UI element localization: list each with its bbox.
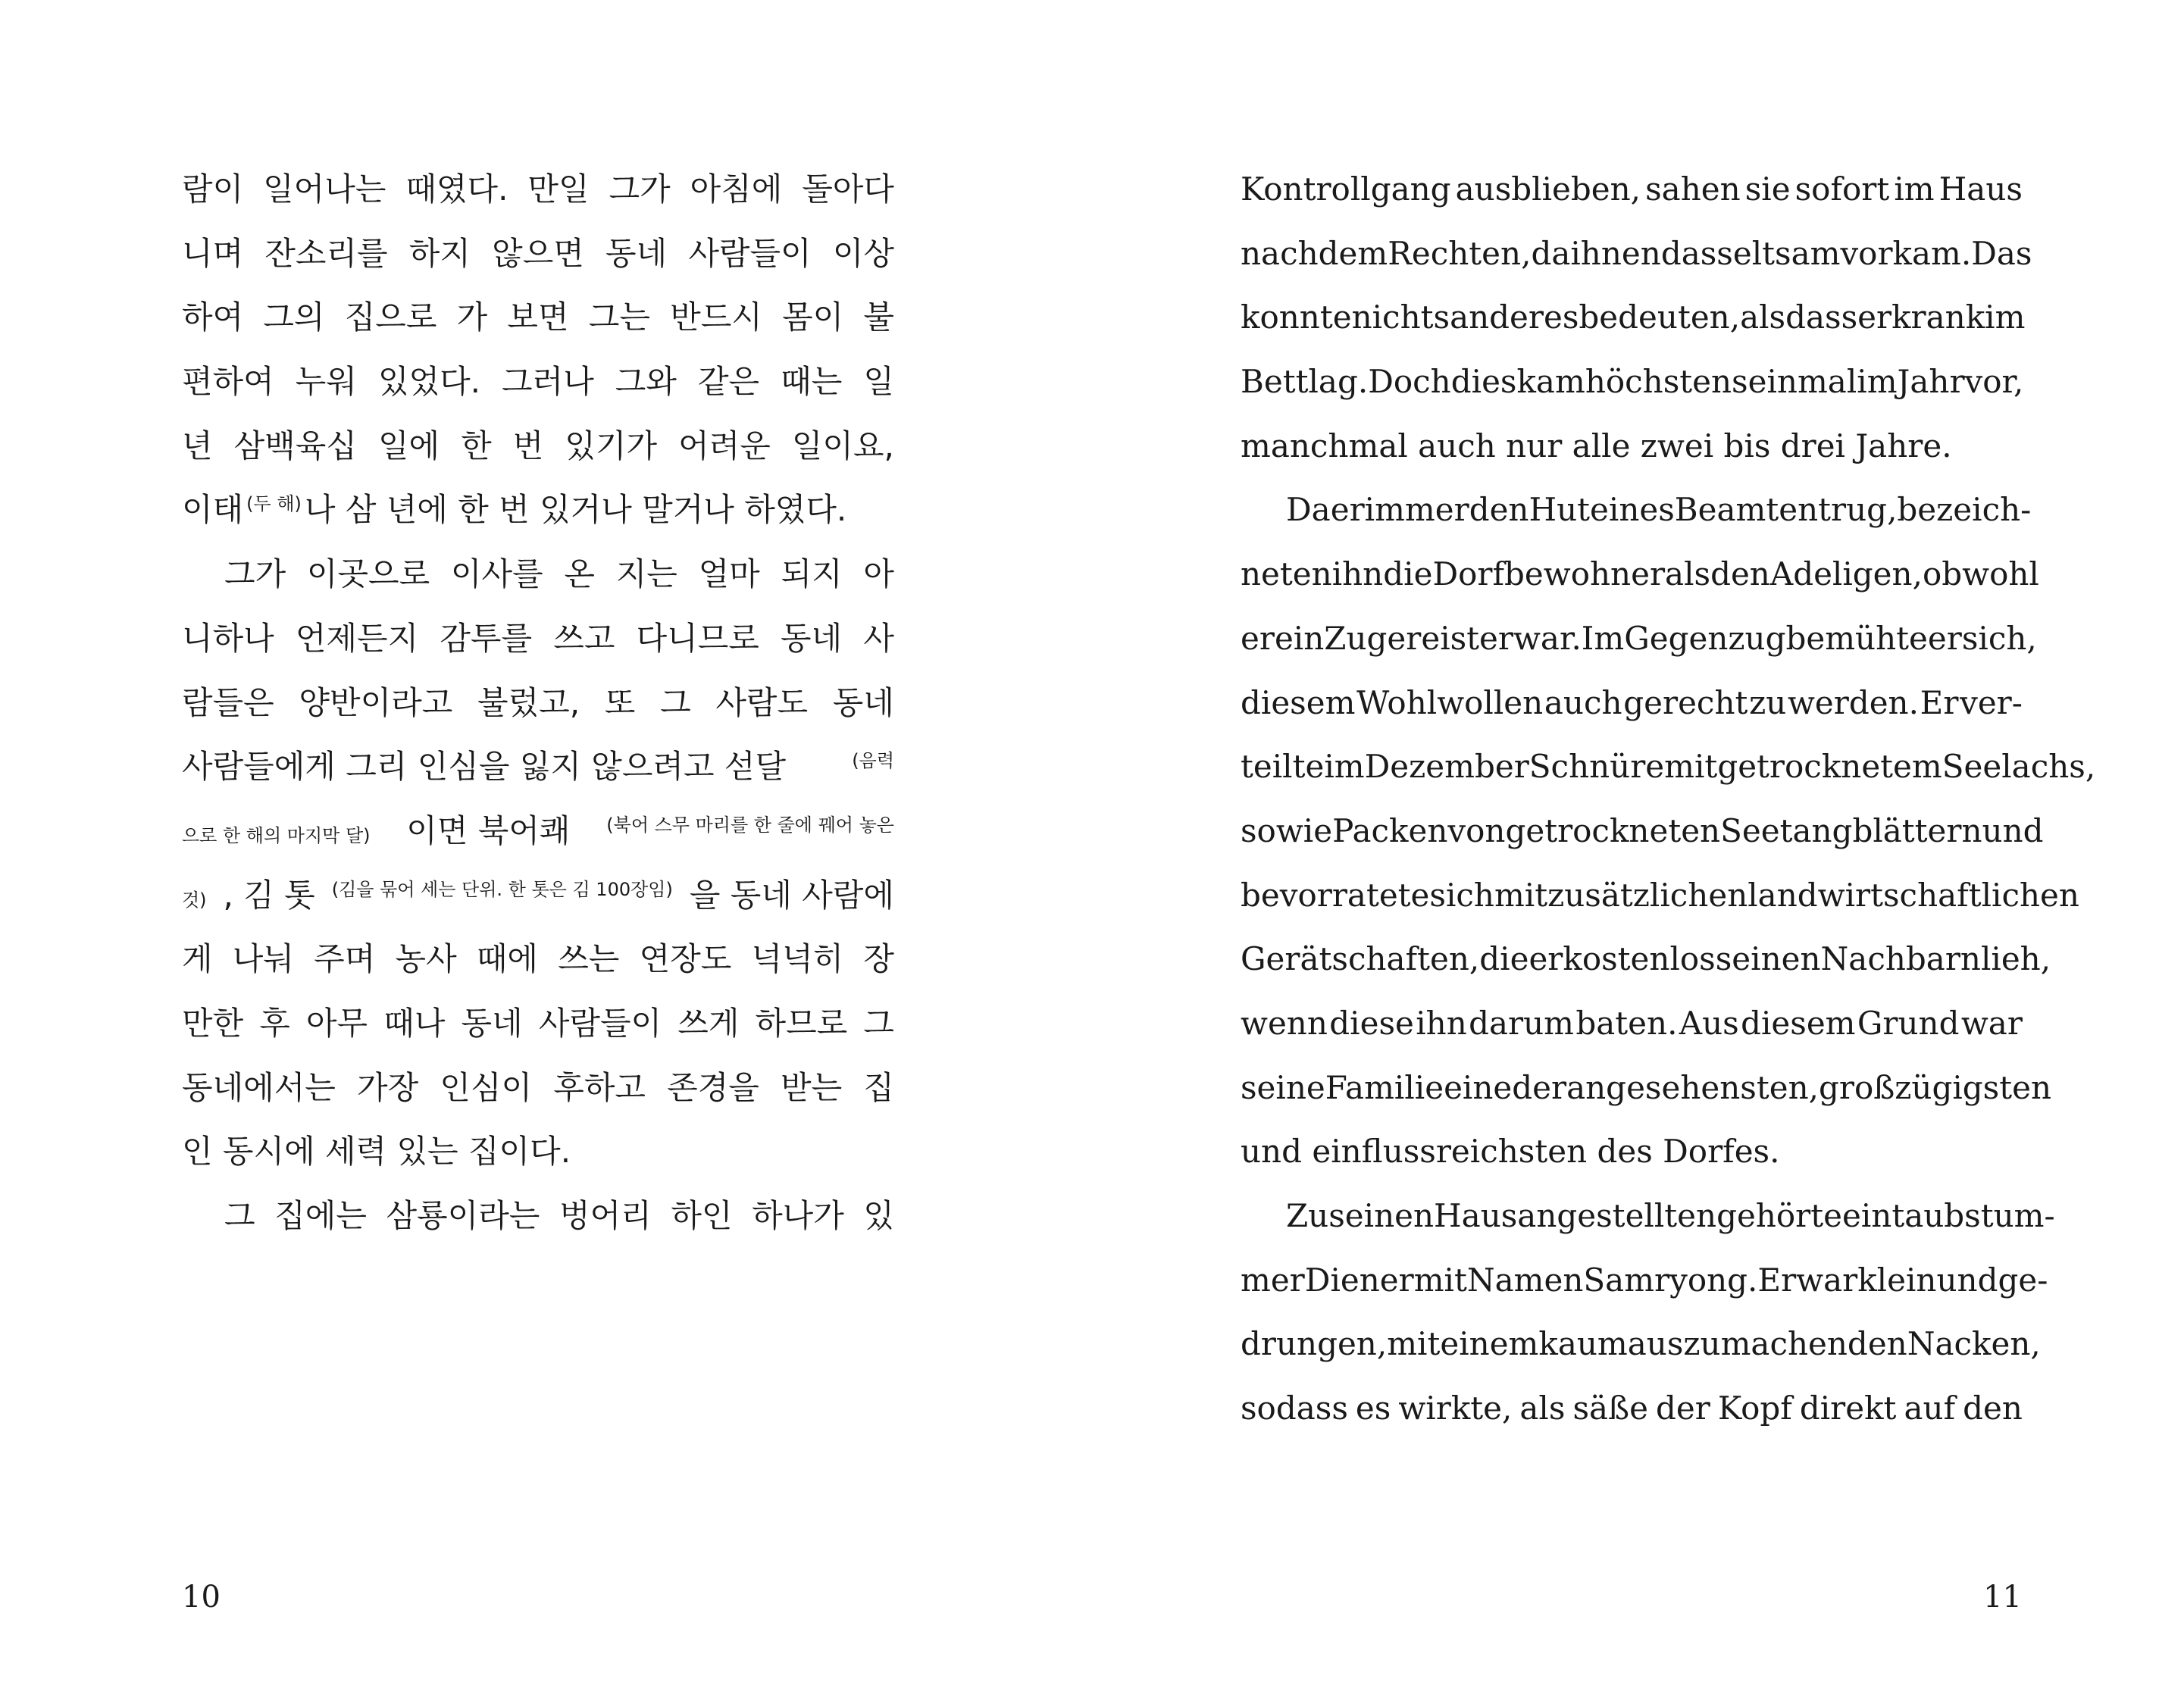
text-line: 게 나눠 주며 농사 때에 쓰는 연장도 넉넉히 장 [182, 940, 894, 978]
text-line: 람이 일어나는 때였다. 만일 그가 아침에 돌아다 [182, 170, 894, 208]
text-line: 동네에서는 가장 인심이 후하고 존경을 받는 집 [182, 1068, 894, 1106]
text-line: und einflussreichsten des Dorfes. [1241, 1133, 1780, 1171]
text-line: 하여 그의 집으로 가 보면 그는 반드시 몸이 불 [182, 299, 894, 336]
text-line: sodass es wirkte, als säße der Kopf direkt auf den [1241, 1390, 2023, 1427]
page-number-right: 11 [1983, 1580, 2022, 1615]
text-line: seine Familie eine der angesehensten, großzügigsten [1241, 1068, 2052, 1106]
text-line: 것) , 김 톳 (김을 묶어 세는 단위. 한 톳은 김 100장임) 을 동네 사람에 [182, 864, 894, 928]
text-line: 니하나 언제든지 감투를 쓰고 다니므로 동네 사 [182, 619, 894, 657]
text-line: drungen, mit einem kaum auszumachenden Nacken, [1241, 1325, 2041, 1363]
text-line: mer Diener mit Namen Samryong. Er war klein und ge- [1241, 1261, 2048, 1299]
right-page [1092, 0, 2184, 1682]
annotation-note: 으로 한 해의 마지막 달) [182, 824, 371, 846]
text-line: er ein Zugereister war. Im Gegenzug bemühte er sich, [1241, 619, 2037, 657]
text-line: 그 집에는 삼룡이라는 벙어리 하인 하나가 있 [224, 1197, 894, 1234]
text-line: 사람들에게 그리 인심을 잃지 않으려고 섣달 (음력 [182, 735, 894, 799]
text-line: 년 삼백육십 일에 한 번 있기가 어려운 일이요, [182, 427, 894, 464]
text-line: wenn diese ihn darum baten. Aus diesem Grund war [1241, 1004, 2023, 1042]
annotation-note: (음력 [852, 750, 894, 772]
text-line: sowie Packen von getrockneten Seetangblättern und [1241, 811, 2044, 849]
text-line: 이태 (두 해) 나 삼 년에 한 번 있거나 말거나 하였다. [182, 478, 894, 542]
text-line: Gerätschaften, die er kostenlos seinen Nachbarn lieh, [1241, 940, 2051, 978]
text-line: Kontrollgang ausblieben, sahen sie sofort im Haus [1241, 170, 2023, 208]
text-line: konnte nichts anderes bedeuten, als dass er krank im [1241, 299, 2026, 336]
text-line: 인 동시에 세력 있는 집이다. [182, 1133, 571, 1171]
text-line: teilte im Dezember Schnüre mit getrocknetem Seelachs, [1241, 748, 2096, 786]
annotation-note: 것) [182, 889, 207, 911]
annotation-note: (북어 스무 마리를 한 줄에 꿰어 놓은 [606, 814, 894, 836]
german-text-column [1241, 158, 2096, 1441]
annotation-note: (두 해) [246, 493, 302, 515]
text-line: 으로 한 해의 마지막 달) 이면 북어쾌 (북어 스무 마리를 한 줄에 꿰어 놓은 [182, 799, 894, 864]
text-line: 그가 이곳으로 이사를 온 지는 얼마 되지 아 [224, 555, 894, 593]
text-line: Bett lag. Doch dies kam höchstens einmal im Jahr vor, [1241, 363, 2024, 401]
korean-text-column [182, 158, 894, 1249]
text-line: manchmal auch nur alle zwei bis drei Jahre. [1241, 427, 1952, 464]
text-line: 편하여 누워 있었다. 그러나 그와 같은 때는 일 [182, 363, 894, 401]
text-line: bevorratete sich mit zusätzlichen landwirtschaftlichen [1241, 876, 2079, 914]
text-line: Zu seinen Hausangestellten gehörte ein taubstum- [1286, 1197, 2055, 1234]
text-line: diesem Wohlwollen auch gerecht zu werden. Er ver- [1241, 683, 2023, 721]
text-line: neten ihn die Dorfbewohner als den Adeligen, obwohl [1241, 555, 2039, 593]
text-line: 니며 잔소리를 하지 않으면 동네 사람들이 이상 [182, 234, 894, 272]
text-line: Da er immer den Hut eines Beamten trug, bezeich- [1286, 491, 2032, 529]
annotation-note: (김을 묶어 세는 단위. 한 톳은 김 100장임) [331, 878, 673, 900]
text-line: 만한 후 아무 때나 동네 사람들이 쓰게 하므로 그 [182, 1004, 894, 1042]
page-number-left: 10 [182, 1580, 221, 1615]
text-line: 람들은 양반이라고 불렀고, 또 그 사람도 동네 [182, 683, 894, 721]
text-line: nach dem Rechten, da ihnen das seltsam vorkam. Das [1241, 234, 2032, 272]
